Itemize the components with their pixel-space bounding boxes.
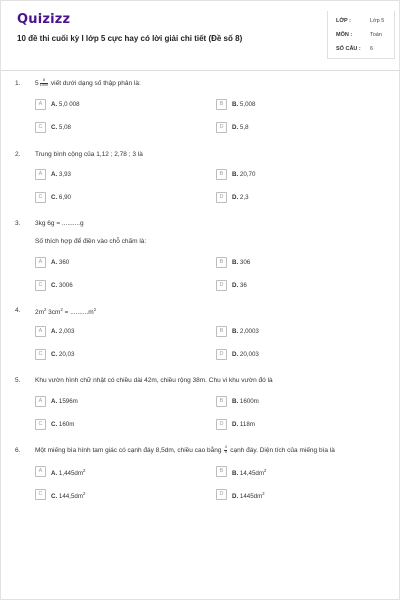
meta-label: SỐ CÂU : — [336, 46, 361, 52]
question-text-body: viết dưới dạng số thập phân là: — [50, 80, 141, 88]
option-label: B. — [232, 171, 239, 178]
quizizz-logo: Quizizz — [17, 12, 71, 27]
fraction — [40, 79, 48, 88]
option-label: C. — [51, 421, 58, 428]
option-text: 5,8 — [239, 124, 249, 131]
option-label: B. — [232, 398, 239, 405]
question-text-part: 3cm — [46, 309, 61, 317]
question-text — [35, 307, 96, 316]
option-letter-box: B — [216, 326, 227, 337]
option-label: B. — [232, 328, 239, 335]
option-label: C. — [51, 282, 58, 289]
question-text: 3kg 6g = ..........g — [35, 220, 84, 227]
meta-row-count — [336, 46, 392, 58]
superscript: 2 — [264, 468, 267, 473]
option-label: D. — [232, 351, 239, 358]
option-label: D. — [232, 493, 239, 501]
option-text: 20,03 — [58, 351, 75, 358]
option-label: C. — [51, 493, 58, 501]
option-letter-box: C — [35, 419, 46, 430]
option-letter-box: A — [35, 257, 46, 268]
option-text: 160m — [58, 421, 75, 428]
question-text: Khu vườn hình chữ nhật có chiều dài 42m, chiều rộng 38m. Chu vi khu vườn đó là — [35, 377, 273, 384]
meta-value: Toán — [370, 32, 382, 38]
option-letter-box: B — [216, 257, 227, 268]
option-letter-box: D — [216, 192, 227, 203]
meta-row-class — [336, 18, 392, 30]
meta-value: Lớp 5 — [370, 18, 385, 24]
option-letter-box: C — [35, 349, 46, 360]
worksheet-header — [1, 1, 400, 71]
option-text: 2,0003 — [239, 328, 259, 335]
option-text: 14,45dm — [239, 470, 265, 478]
option-label: A. — [51, 470, 58, 478]
question-number: 5. — [15, 377, 21, 384]
option-letter-box: A — [35, 99, 46, 110]
question-text-part: cạnh đáy. Diện tích của miếng bìa là — [230, 447, 335, 455]
option-letter-box: A — [35, 466, 46, 477]
option-letter-box: B — [216, 396, 227, 407]
option-letter-box: D — [216, 489, 227, 500]
meta-value: 6 — [370, 46, 374, 52]
option-text: 1600m — [239, 398, 259, 405]
option-letter-box: A — [35, 396, 46, 407]
option-letter-box: B — [216, 99, 227, 110]
superscript: 2 — [83, 468, 86, 473]
option-letter-box: C — [35, 122, 46, 133]
option-label: A. — [51, 398, 58, 405]
meta-label: LỚP : — [336, 18, 351, 24]
option-letter-box: A — [35, 169, 46, 180]
option-label: D. — [232, 124, 239, 131]
worksheet-title: 10 đề thi cuối kỳ I lớp 5 cực hay có lời giải chi tiết (Đề số 8) — [17, 34, 243, 43]
option-text: 5,08 — [58, 124, 71, 131]
question-text-part: Một miếng bìa hình tam giác có cạnh đáy 8,5dm, chiều cao bằng — [35, 447, 222, 455]
superscript: 2 — [262, 491, 265, 496]
option-letter-box: A — [35, 326, 46, 337]
option-text: 1445dm — [239, 493, 263, 501]
option-label: B. — [232, 470, 239, 478]
option-text: 6,90 — [58, 194, 71, 201]
option-label: D. — [232, 194, 239, 201]
question-text-prefix: 5 — [35, 80, 39, 88]
option-label: A. — [51, 259, 58, 266]
option-text: 1,445dm — [58, 470, 84, 478]
fraction — [224, 446, 227, 455]
option-text: 118m — [239, 421, 255, 428]
option-text: 3,93 — [58, 171, 71, 178]
superscript: 2 — [60, 307, 63, 312]
option-letter-box: D — [216, 280, 227, 291]
option-label: A. — [51, 171, 58, 178]
option-text: 144,5dm — [58, 493, 84, 501]
meta-row-subject — [336, 32, 392, 44]
option-label: A. — [51, 328, 58, 335]
option-text: 1596m — [58, 398, 78, 405]
question-number: 3. — [15, 220, 21, 227]
option-text: 5,008 — [239, 101, 256, 108]
option-label: D. — [232, 421, 239, 428]
option-text: 306 — [239, 259, 251, 266]
question-text-part: = ..........m — [62, 309, 94, 317]
option-letter-box: D — [216, 419, 227, 430]
option-text: 360 — [58, 259, 70, 266]
option-letter-box: D — [216, 349, 227, 360]
option-text: 2,3 — [239, 194, 249, 201]
option-label: C. — [51, 124, 58, 131]
option-letter-box: D — [216, 122, 227, 133]
superscript: 2 — [93, 307, 97, 312]
question-number: 2. — [15, 151, 21, 158]
option-label: B. — [232, 259, 239, 266]
fraction-numerator: 8 — [40, 79, 48, 84]
question-text-part: 2m — [35, 309, 45, 317]
option-letter-box: C — [35, 192, 46, 203]
option-letter-box: B — [216, 466, 227, 477]
fraction-denominator: 5 — [224, 449, 227, 454]
option-text: 3006 — [58, 282, 73, 289]
option-text: 20,003 — [239, 351, 259, 358]
superscript: 2 — [44, 307, 47, 312]
meta-label: MÔN : — [336, 32, 353, 38]
option-label: C. — [51, 351, 58, 358]
fraction-denominator: 1000 — [39, 82, 49, 87]
option-letter-box: B — [216, 169, 227, 180]
question-text — [35, 446, 335, 455]
option-text: 20,70 — [239, 171, 256, 178]
question-text — [35, 79, 141, 88]
question-text: Trung bình cộng của 1,12 ; 2,78 ; 3 là — [35, 151, 143, 158]
option-label: C. — [51, 194, 58, 201]
option-text: 2,003 — [58, 328, 75, 335]
option-letter-box: C — [35, 489, 46, 500]
question-number: 4. — [15, 307, 21, 314]
option-label: B. — [232, 101, 239, 108]
option-letter-box: C — [35, 280, 46, 291]
worksheet-meta-box — [327, 11, 395, 59]
option-label: A. — [51, 101, 58, 108]
question-number: 1. — [15, 80, 21, 87]
superscript: 2 — [83, 491, 86, 496]
question-number: 6. — [15, 447, 21, 454]
option-label: D. — [232, 282, 239, 289]
fraction-numerator: 4 — [224, 445, 227, 449]
option-text: 36 — [239, 282, 247, 289]
question-subtext: Số thích hợp để điền vào chỗ chấm là: — [35, 238, 147, 245]
option-text: 5,0 008 — [58, 101, 80, 108]
